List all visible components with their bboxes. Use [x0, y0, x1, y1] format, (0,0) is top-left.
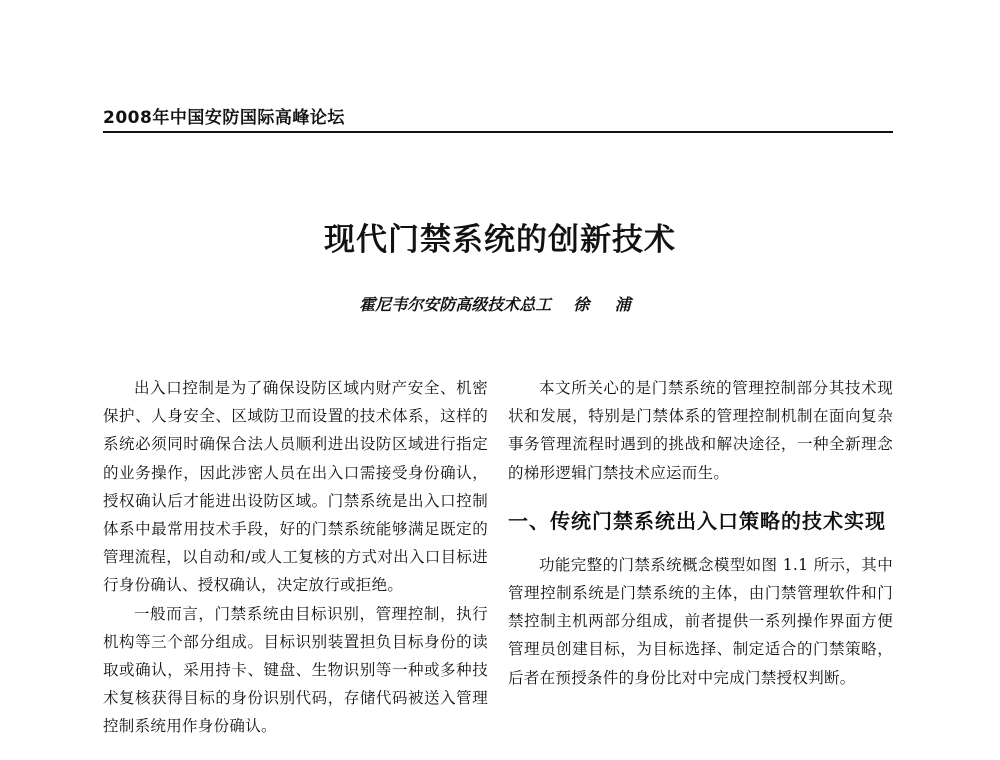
article-title: 现代门禁系统的创新技术: [324, 222, 676, 258]
author-name: 徐 浦: [573, 295, 641, 314]
author-affiliation: 霍尼韦尔安防高级技术总工: [359, 295, 552, 314]
author-line: [0, 292, 1000, 315]
body-paragraph: 一般而言，门禁系统由目标识别，管理控制，执行机构等三个部分组成。目标识别装置担负目标身份的读取或确认，采用持卡、键盘、生物识别等一种或多种技术复核获得目标的身份识别代码，存储代码被送入管理控制系统用作身份确认。: [103, 604, 488, 736]
header-rule: [103, 131, 893, 133]
running-header-title: 2008年中国安防国际高峰论坛: [103, 108, 345, 128]
right-column: [508, 374, 893, 692]
body-paragraph: 本文所关心的是门禁系统的管理控制部分其技术现状和发展，特别是门禁体系的管理控制机制在面向复杂事务管理流程时遇到的挑战和解决途径，一种全新理念的梯形逻辑门禁技术应运而生。: [508, 379, 893, 482]
body-paragraph: 出入口控制是为了确保设防区域内财产安全、机密保护、人身安全、区域防卫而设置的技术体系，这样的系统必须同时确保合法人员顺利进出设防区域进行指定的业务操作，因此涉密人员在出入口需接受身份确认，授权确认后才能进出设防区域。门禁系统是出入口控制体系中最常用技术手段，好的门禁系统能够满足既定的管理流程，以自动和/或人工复核的方式对出入口目标进行身份确认、授权确认，决定放行或拒绝。: [103, 379, 488, 595]
body-paragraph: 功能完整的门禁系统概念模型如图 1.1 所示，其中管理控制系统是门禁系统的主体，由门禁管理软件和门禁控制主机两部分组成，前者提供一系列操作界面方便管理员创建目标，为目标选择、制定适合的门禁策略，后者在预授条件的身份比对中完成门禁授权判断。: [508, 555, 893, 687]
section-heading: 一、传统门禁系统出入口策略的技术实现: [508, 508, 886, 533]
left-column: [103, 374, 488, 741]
